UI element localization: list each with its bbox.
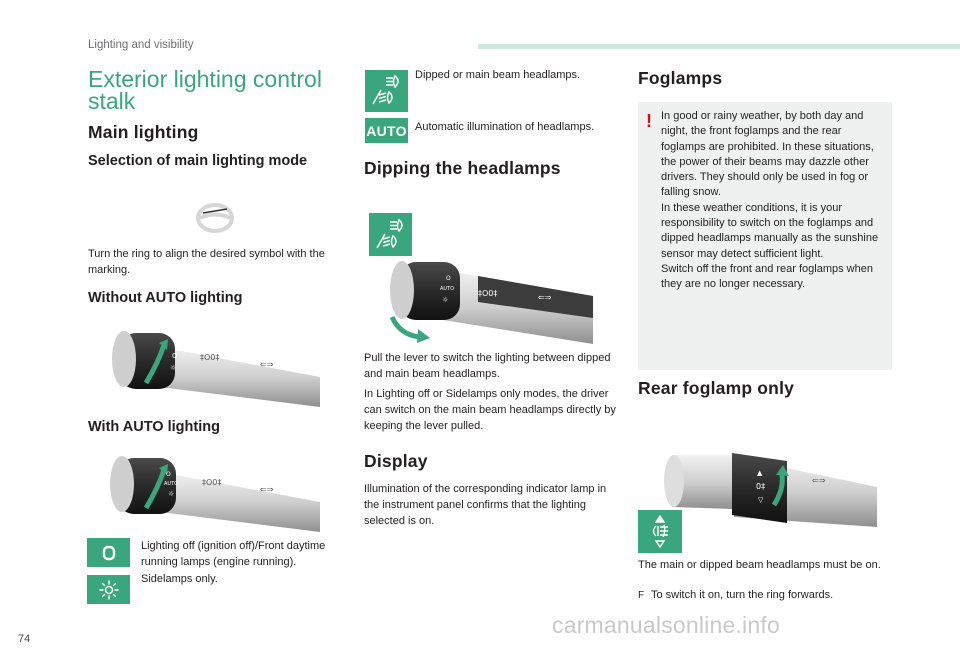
bullet-marker-icon: F [638, 590, 645, 601]
warning-text-2: In these weather conditions, it is your responsibility to switch on the foglamps and dipped headlamps manually as the sunshine sensor may detect sufficient light. [661, 201, 879, 260]
selection-text: Turn the ring to align the desired symbol with the marking. [88, 248, 325, 276]
svg-text:O: O [166, 471, 171, 478]
rear-foglamp-tile [638, 510, 682, 553]
warning-text-3: Switch off the front and rear foglamps when they are no longer necessary. [661, 262, 873, 291]
rear-foglamp-heading: Rear foglamp only [638, 378, 795, 398]
beam-headlamps-tile [365, 70, 408, 112]
legend-lighting-off: Lighting off (ignition off)/Front daytime running lamps (engine running). [141, 540, 326, 568]
auto-icon-label: AUTO [366, 122, 407, 139]
svg-text:⇐⇒: ⇐⇒ [260, 485, 274, 494]
svg-text:O: O [446, 275, 451, 282]
svg-text:☼: ☼ [170, 364, 177, 372]
rear-bullet-row [638, 587, 898, 604]
svg-text:‡O0‡: ‡O0‡ [478, 289, 498, 298]
rear-text: The main or dipped beam headlamps must be on. [638, 559, 881, 571]
svg-text:▲: ▲ [757, 469, 763, 477]
header-bar [478, 44, 960, 49]
watermark-text: carmanualsonline.info [552, 612, 780, 638]
foglamps-heading: Foglamps [638, 68, 723, 88]
legend-auto: Automatic illumination of headlamps. [415, 121, 595, 133]
svg-text:‡O0‡: ‡O0‡ [202, 478, 222, 487]
warning-text [661, 109, 887, 293]
dipping-heading: Dipping the headlamps [364, 158, 561, 178]
selection-heading: Selection of main lighting mode [88, 153, 308, 169]
beam-headlamps-icon [369, 74, 405, 108]
warning-text-1: In good or rainy weather, by both day and night, the front foglamps and the rear foglamps are prohibited. In these situations, the power of their beams may dazzle other drivers. They should only be used in fog or falling snow. [661, 110, 874, 199]
rear-foglamp-lever-illustration [662, 447, 882, 532]
warning-exclamation-icon: ! [646, 111, 652, 131]
lever-without-auto-illustration [110, 325, 325, 410]
svg-text:⇐⇒: ⇐⇒ [812, 476, 826, 485]
svg-text:‡O0‡: ‡O0‡ [200, 353, 220, 362]
dipping-text-2: In Lighting off or Sidelamps only modes, the driver can switch on the main beam headlamps directly by keeping the lever pulled. [364, 388, 616, 432]
with-auto-heading: With AUTO lighting [88, 419, 220, 435]
lighting-off-icon [101, 545, 117, 561]
sidelamps-tile [87, 575, 130, 604]
svg-text:⇐⇒: ⇐⇒ [260, 360, 274, 369]
display-text: Illumination of the corresponding indicator lamp in the instrument panel confirms that the lighting selected is on. [364, 483, 607, 527]
svg-text:▽: ▽ [758, 496, 764, 504]
rear-foglamp-icon [646, 515, 674, 549]
svg-text:AUTO: AUTO [164, 481, 179, 487]
legend-sidelamps: Sidelamps only. [141, 573, 218, 585]
section-header: Lighting and visibility [88, 39, 194, 51]
pull-arrow-icon [388, 313, 432, 343]
sidelamps-icon [99, 580, 119, 600]
svg-text:☼: ☼ [442, 296, 449, 304]
page-title: Exterior lighting control stalk [88, 66, 322, 114]
display-heading: Display [364, 451, 428, 471]
steering-wheel-icon [195, 203, 235, 233]
main-lighting-heading: Main lighting [88, 122, 199, 142]
page-number: 74 [18, 633, 31, 645]
dipping-beam-tile [369, 213, 412, 256]
legend-beam: Dipped or main beam headlamps. [415, 69, 581, 81]
svg-text:O: O [172, 352, 178, 360]
rear-bullet-text: To switch it on, turn the ring forwards. [651, 589, 834, 601]
dipping-text-1: Pull the lever to switch the lighting between dipped and main beam headlamps. [364, 352, 611, 380]
svg-text:☼: ☼ [168, 490, 175, 498]
svg-text:AUTO: AUTO [440, 286, 455, 292]
dipping-beam-icon [373, 218, 409, 252]
auto-tile [365, 118, 408, 143]
lever-with-auto-illustration [108, 450, 323, 535]
svg-text:⇐⇒: ⇐⇒ [538, 293, 552, 302]
without-auto-heading: Without AUTO lighting [88, 290, 243, 306]
lighting-off-tile [87, 538, 130, 567]
svg-text:0‡: 0‡ [756, 482, 766, 491]
